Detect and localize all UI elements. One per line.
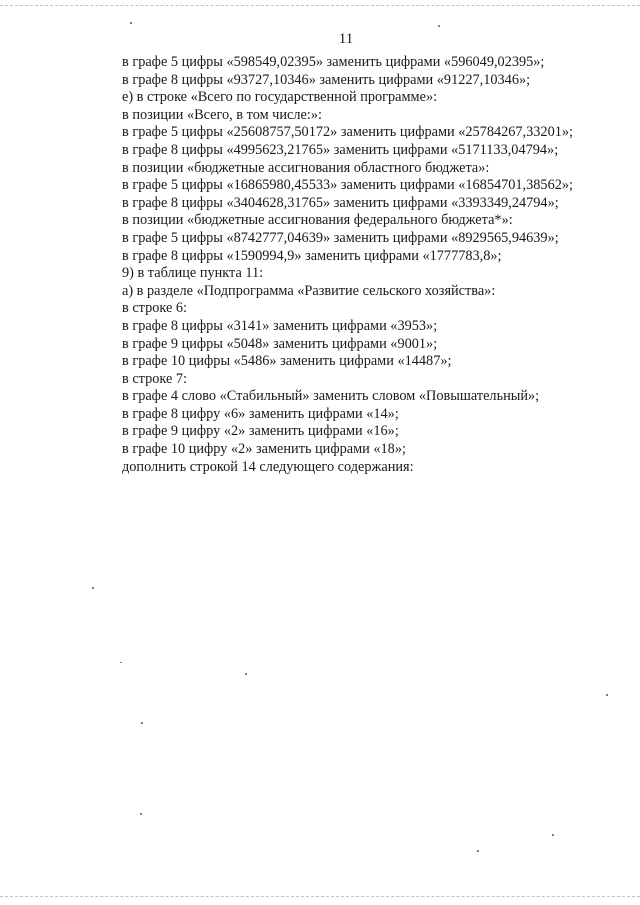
text-line: в графе 8 цифры «1590994,9» заменить цифрами «1777783,8»; bbox=[122, 247, 502, 264]
text-line: 9) в таблице пункта 11: bbox=[122, 265, 264, 282]
text-line: в строке 7: bbox=[122, 370, 188, 387]
text-line: в графе 5 цифры «25608757,50172» заменить цифрами «25784267,33201»; bbox=[122, 124, 573, 141]
text-line: в графе 10 цифры «5486» заменить цифрами «14487»; bbox=[122, 353, 452, 370]
text-line: в позиции «бюджетные ассигнования федерального бюджета*»: bbox=[122, 212, 513, 229]
scan-speck bbox=[130, 22, 132, 24]
text-line: дополнить строкой 14 следующего содержания: bbox=[122, 458, 414, 475]
document-body bbox=[122, 54, 602, 476]
scan-speck bbox=[552, 834, 554, 836]
page-number: 11 bbox=[338, 31, 354, 47]
scan-speck bbox=[245, 673, 247, 675]
text-line: в графе 9 цифры «5048» заменить цифрами «9001»; bbox=[122, 335, 438, 352]
scan-speck bbox=[606, 694, 608, 696]
text-line: в графе 5 цифры «8742777,04639» заменить цифрами «8929565,94639»; bbox=[122, 229, 559, 246]
text-line: в строке 6: bbox=[122, 300, 188, 317]
scan-top-edge bbox=[0, 5, 640, 6]
scan-speck bbox=[438, 25, 440, 27]
scan-bottom-edge bbox=[0, 896, 640, 897]
text-line: в графе 8 цифры «93727,10346» заменить цифрами «91227,10346»; bbox=[122, 71, 531, 88]
text-line: в позиции «Всего, в том числе:»: bbox=[122, 106, 322, 123]
text-line: в графе 9 цифру «2» заменить цифрами «16»; bbox=[122, 423, 399, 440]
text-line: в графе 4 слово «Стабильный» заменить словом «Повышательный»; bbox=[122, 388, 540, 405]
scan-speck bbox=[140, 813, 142, 815]
text-line: в графе 8 цифру «6» заменить цифрами «14»; bbox=[122, 405, 399, 422]
text-line: в графе 10 цифру «2» заменить цифрами «18»; bbox=[122, 441, 406, 458]
scan-speck bbox=[141, 722, 143, 724]
text-line: е) в строке «Всего по государственной программе»: bbox=[122, 89, 438, 106]
scan-speck bbox=[477, 850, 479, 852]
text-line: в графе 5 цифры «16865980,45533» заменить цифрами «16854701,38562»; bbox=[122, 177, 573, 194]
text-line: в графе 8 цифры «3404628,31765» заменить цифрами «3393349,24794»; bbox=[122, 194, 559, 211]
scan-speck bbox=[120, 662, 122, 663]
text-line: в графе 8 цифры «3141» заменить цифрами «3953»; bbox=[122, 317, 438, 334]
text-line: а) в разделе «Подпрограмма «Развитие сельского хозяйства»: bbox=[122, 282, 496, 299]
text-line: в позиции «бюджетные ассигнования областного бюджета»: bbox=[122, 159, 490, 176]
text-line: в графе 8 цифры «4995623,21765» заменить цифрами «5171133,04794»; bbox=[122, 141, 559, 158]
text-line: в графе 5 цифры «598549,02395» заменить цифрами «596049,02395»; bbox=[122, 54, 545, 70]
scan-speck bbox=[92, 587, 94, 589]
